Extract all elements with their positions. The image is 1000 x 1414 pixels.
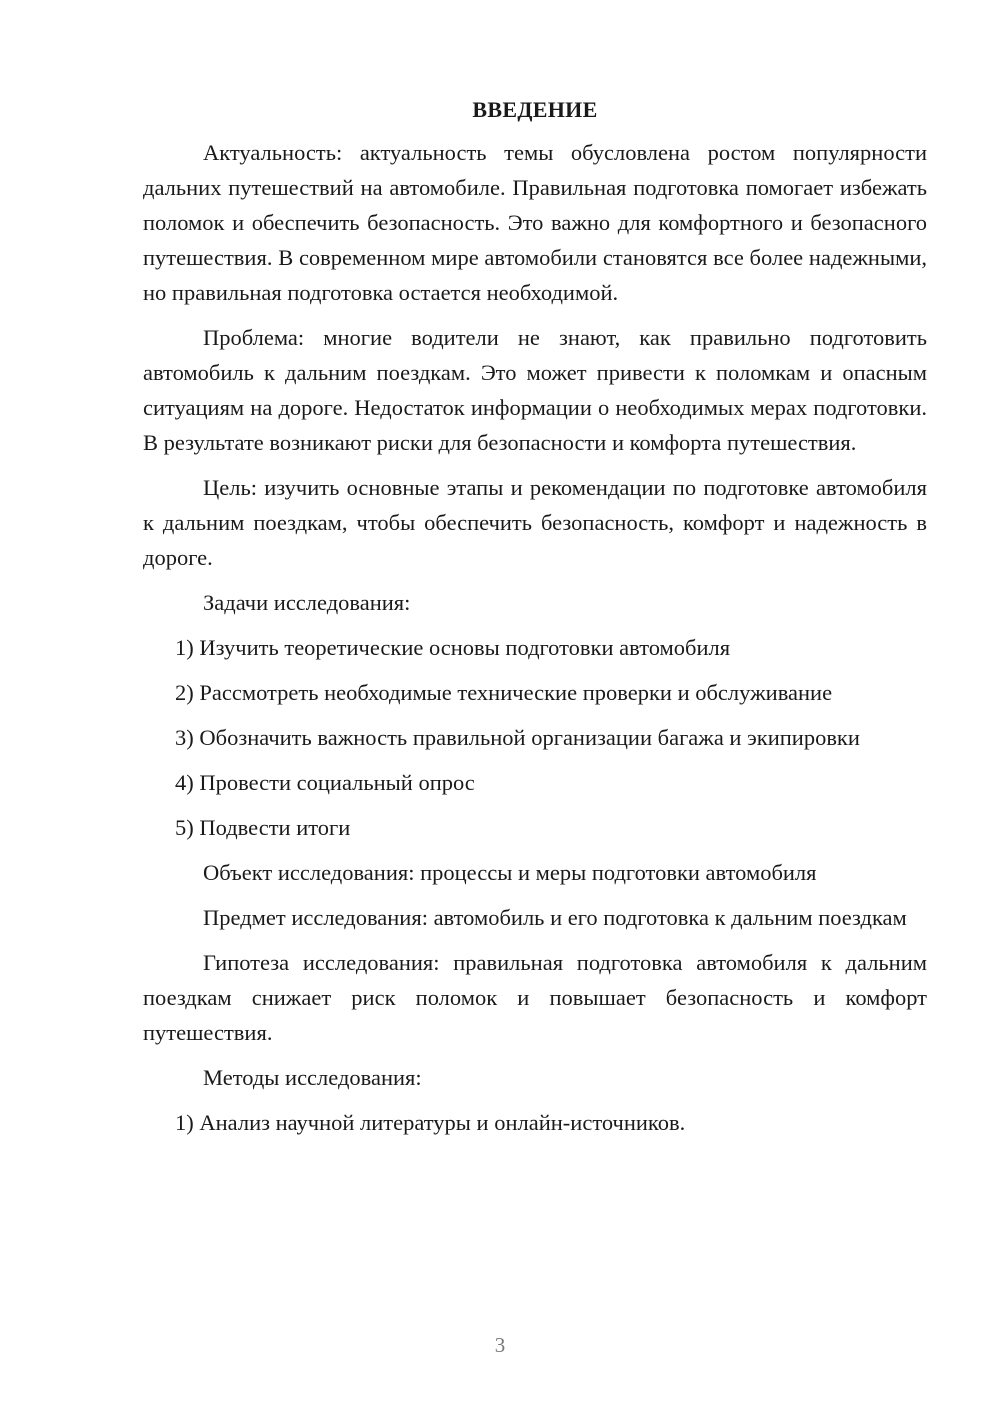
research-subject: Предмет исследования: автомобиль и его подготовка к дальним поездкам xyxy=(203,905,907,930)
paragraph-problem: Проблема: многие водители не знают, как правильно подготовить автомобиль к дальним поездкам. Это может привести к поломкам и опасным ситуациям на дороге. Недостаток информации о необходимых мерах подготовки. В результате возникают риски для безопасности и комфорта путешествия. xyxy=(143,325,927,455)
task-item: 2) Рассмотреть необходимые технические проверки и обслуживание xyxy=(175,680,833,705)
tasks-heading: Задачи исследования: xyxy=(203,590,411,615)
page-title: ВВЕДЕНИЕ xyxy=(472,97,598,122)
method-item: 1) Анализ научной литературы и онлайн-источников. xyxy=(175,1110,686,1135)
page-number: 3 xyxy=(494,1333,506,1357)
task-item: 3) Обозначить важность правильной организации багажа и экипировки xyxy=(175,725,860,750)
paragraph-relevance: Актуальность: актуальность темы обусловлена ростом популярности дальних путешествий на автомобиле. Правильная подготовка помогает избежать поломок и обеспечить безопасность. Это важно для комфортного и безопасного путешествия. В современном мире автомобили становятся все более надежными, но правильная подготовка остается необходимой. xyxy=(143,140,927,305)
research-object: Объект исследования: процессы и меры подготовки автомобиля xyxy=(203,860,817,885)
paragraph-goal: Цель: изучить основные этапы и рекомендации по подготовке автомобиля к дальним поездкам, чтобы обеспечить безопасность, комфорт и надежность в дороге. xyxy=(143,475,927,570)
page-content xyxy=(143,92,927,1150)
task-item: 5) Подвести итоги xyxy=(175,815,351,840)
task-item: 1) Изучить теоретические основы подготовки автомобиля xyxy=(175,635,731,660)
task-item: 4) Провести социальный опрос xyxy=(175,770,475,795)
research-hypothesis: Гипотеза исследования: правильная подготовка автомобиля к дальним поездкам снижает риск поломок и повышает безопасность и комфорт путешествия. xyxy=(143,950,927,1045)
methods-heading: Методы исследования: xyxy=(203,1065,422,1090)
